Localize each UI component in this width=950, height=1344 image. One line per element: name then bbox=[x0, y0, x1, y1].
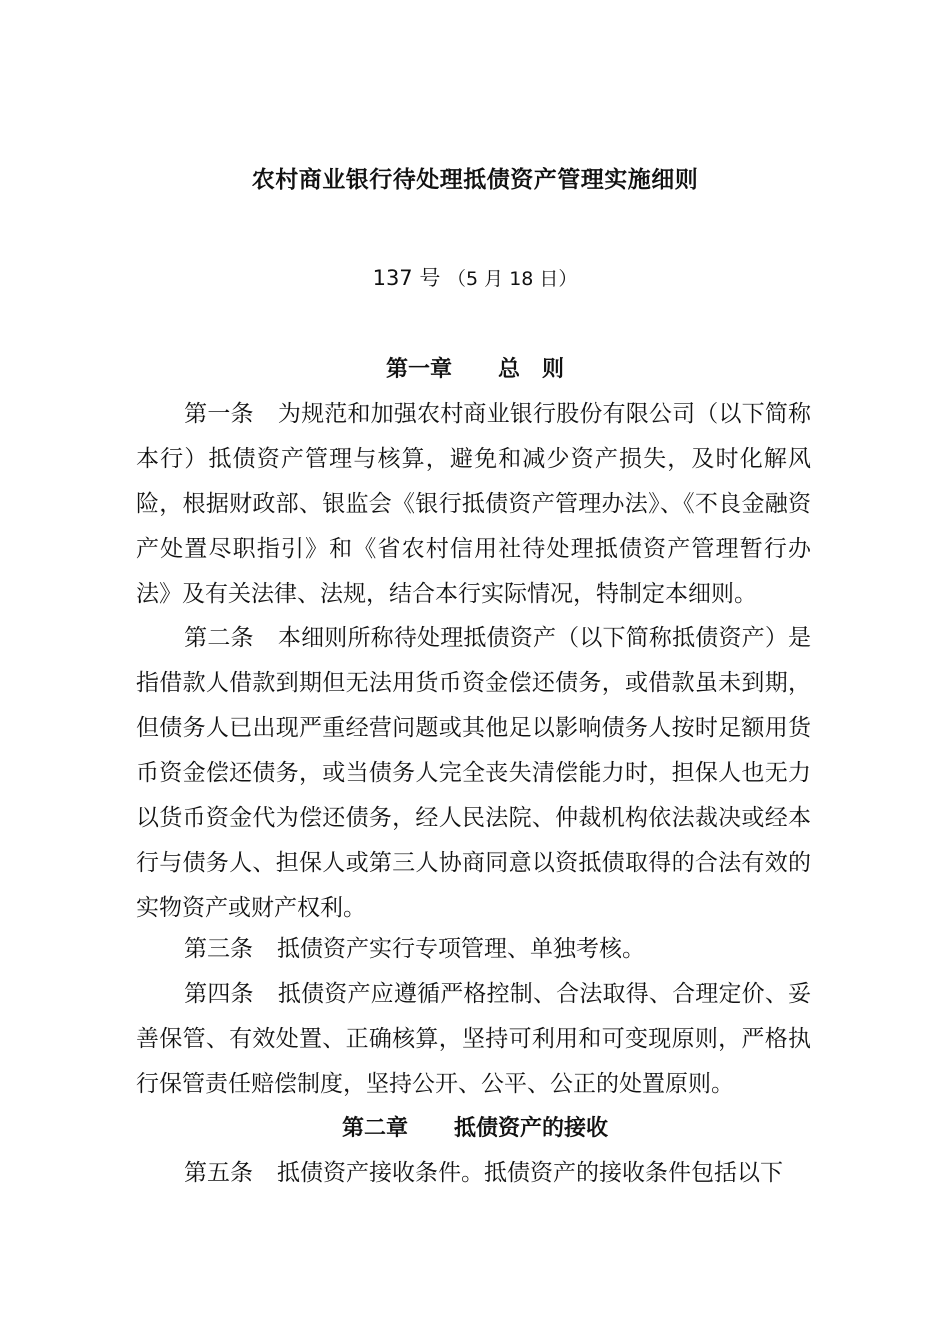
chapter-heading-2 bbox=[0, 1111, 950, 1147]
chapter-name: 抵债资产的接收 bbox=[454, 1116, 609, 1141]
article-3 bbox=[136, 927, 811, 972]
article-label: 第一条 bbox=[184, 401, 254, 427]
document-number-line bbox=[0, 262, 950, 295]
article-label: 第五条 bbox=[184, 1160, 253, 1186]
chapter-name-2: 则 bbox=[542, 357, 565, 382]
chapter-label: 第二章 bbox=[341, 1116, 408, 1141]
article-1 bbox=[136, 392, 811, 617]
article-4 bbox=[136, 972, 811, 1107]
article-text: 抵债资产实行专项管理、单独考核。 bbox=[277, 936, 645, 962]
article-text: 本细则所称待处理抵债资产（以下简称抵债资产）是指借款人借款到期但无法用货币资金偿还债务，或借款虽未到期，但债务人已出现严重经营问题或其他足以影响债务人按时足额用货币资金偿还债务，或当债务人完全丧失清偿能力时，担保人也无力以货币资金代为偿还债务，经人民法院、仲裁机构依法裁决或经本行与债务人、担保人或第三人协商同意以资抵债取得的合法有效的实物资产或财产权利。 bbox=[136, 625, 812, 921]
article-2 bbox=[136, 616, 811, 931]
chapter-label: 第一章 bbox=[385, 357, 452, 382]
article-5 bbox=[136, 1151, 811, 1196]
article-label: 第三条 bbox=[184, 936, 253, 962]
article-text: 抵债资产应遵循严格控制、合法取得、合理定价、妥善保管、有效处置、正确核算，坚持可利用和可变现原则，严格执行保管责任赔偿制度，坚持公开、公平、公正的处置原则。 bbox=[136, 981, 812, 1097]
chapter-name: 总 bbox=[497, 357, 520, 382]
document-title: 农村商业银行待处理抵债资产管理实施细则 bbox=[251, 167, 699, 193]
article-label: 第四条 bbox=[184, 981, 254, 1007]
chapter-heading-1 bbox=[0, 352, 950, 388]
document-date: （5 月 18 日） bbox=[447, 268, 578, 290]
article-text: 为规范和加强农村商业银行股份有限公司（以下简称本行）抵债资产管理与核算，避免和减少资产损失，及时化解风险，根据财政部、银监会《银行抵债资产管理办法》、《不良金融资产处置尽职指引》和《省农村信用社待处理抵债资产管理暂行办法》及有关法律、法规，结合本行实际情况，特制定本细则。 bbox=[136, 401, 812, 607]
article-text: 抵债资产接收条件。抵债资产的接收条件包括以下 bbox=[277, 1160, 783, 1186]
article-label: 第二条 bbox=[184, 625, 254, 651]
document-number: 137 号 bbox=[372, 266, 441, 290]
